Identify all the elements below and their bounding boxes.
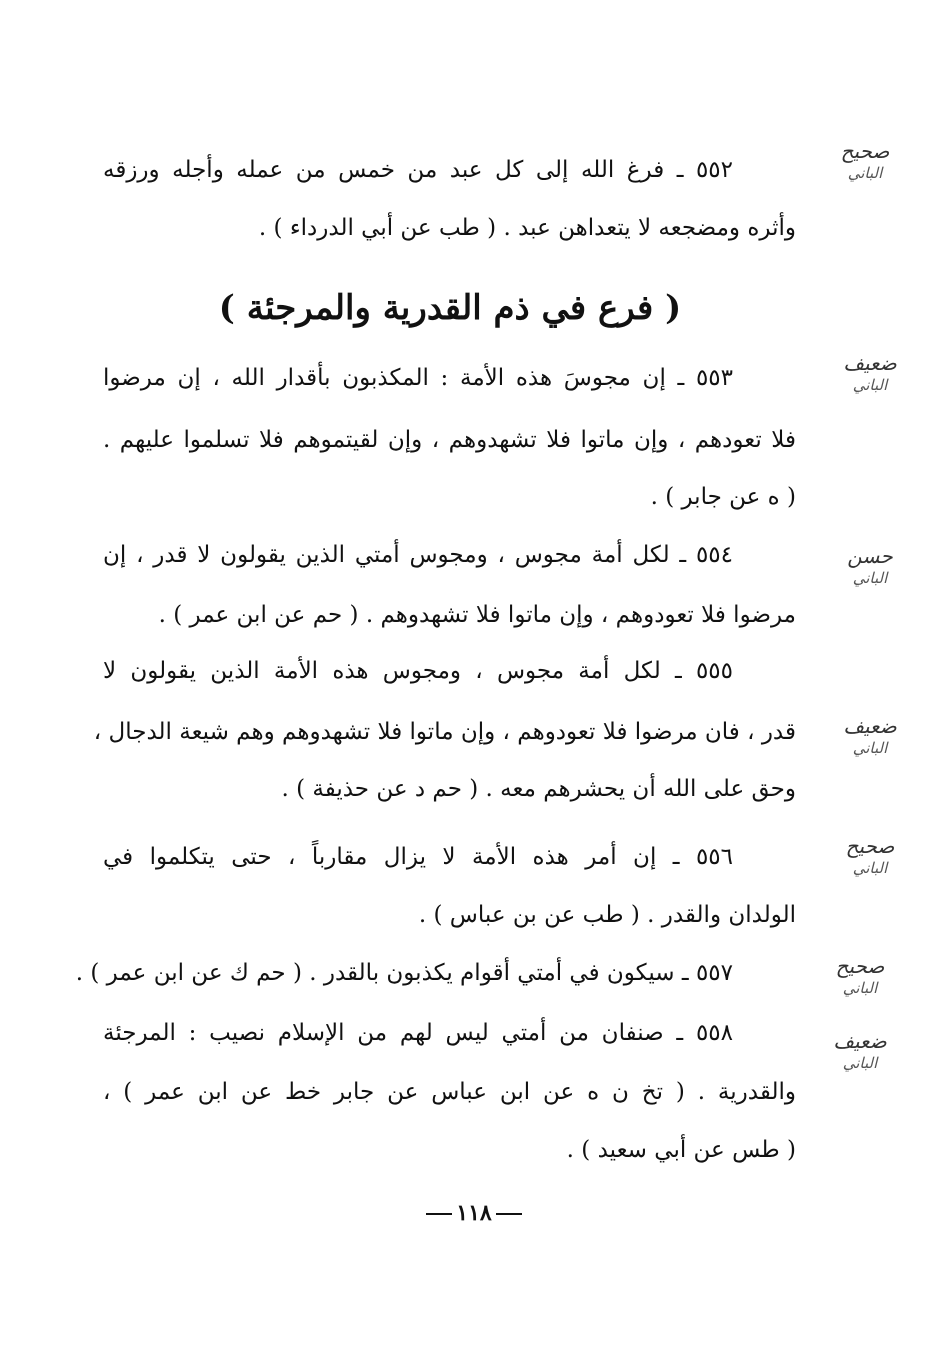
grade-label: صحيح [845,834,895,858]
grader-label: الباني [842,1054,878,1072]
hadith-557-line-1: ٥٥٧ ـ سيكون في أمتي أقوام يكذبون بالقدر . ( حم ك عن ابن عمر ) . [75,960,733,986]
margin-grade-554 [815,545,925,589]
hadith-554-line-1: ٥٥٤ ـ لكل أمة مجوس ، ومجوس أمتي الذين يقولون لا قدر ، إن [103,542,733,568]
grader-label: الباني [852,569,888,587]
margin-grade-553 [815,352,925,396]
grade-label: حسن [847,544,893,568]
page-number-value: ١١٨ [456,1200,492,1226]
hadith-552-line-2: وأثره ومضجعه لا يتعداهن عبد . ( طب عن أبي الدرداء ) . [258,215,796,241]
hadith-552-line-1: ٥٥٢ ـ فرغ الله إلى كل عبد من خمس من عمله وأجله ورزقه [103,157,733,183]
grader-label: الباني [842,979,878,997]
page-number-dash-right [426,1213,452,1215]
hadith-553-line-2: فلا تعودهم ، وإن ماتوا فلا تشهدوهم ، وإن لقيتموهم فلا تسلموا عليهم . [103,427,796,453]
grader-label: الباني [852,859,888,877]
hadith-554-line-2: مرضوا فلا تعودوهم ، وإن ماتوا فلا تشهدوهم . ( حم عن ابن عمر ) . [158,602,796,628]
hadith-553-line-1: ٥٥٣ ـ إن مجوسَ هذه الأمة : المكذبون بأقدار الله ، إن مرضوا [103,365,733,391]
page-number-dash-left [496,1213,522,1215]
margin-grade-552 [810,140,920,184]
margin-grade-558 [800,1030,920,1074]
hadith-556-line-1: ٥٥٦ ـ إن أمر هذه الأمة لا يزال مقارباً ، حتى يتكلموا في [103,844,733,870]
hadith-558-line-1: ٥٥٨ ـ صنفان من أمتي ليس لهم من الإسلام نصيب : المرجئة [103,1020,733,1046]
hadith-558-line-3: ( طس عن أبي سعيد ) . [566,1137,796,1163]
hadith-553-line-3: ( ه عن جابر ) . [650,484,796,510]
hadith-555-line-1: ٥٥٥ ـ لكل أمة مجوس ، ومجوس هذه الأمة الذين يقولون لا [103,658,733,684]
margin-grade-556 [815,835,925,879]
margin-grade-557 [800,955,920,999]
grader-label: الباني [847,164,883,182]
grade-label: صحيح [835,954,885,978]
section-heading: ( فرع في ذم القدرية والمرجئة ) [218,288,682,328]
hadith-558-line-2: والقدرية . ( تخ ن ه عن ابن عباس عن جابر خط عن ابن عمر ) ، [103,1079,796,1105]
grade-label: صحيح [840,139,890,163]
grade-label: ضعيف [833,1029,887,1053]
hadith-555-line-2: قدر ، فان مرضوا فلا تعودوهم ، وإن ماتوا فلا تشهدوهم وهم شيعة الدجال ، [93,719,796,745]
grade-label: ضعيف [843,351,897,375]
margin-grade-555 [815,715,925,759]
hadith-556-line-2: الولدان والقدر . ( طب عن بن عباس ) . [418,902,796,928]
grade-label: ضعيف [843,714,897,738]
grader-label: الباني [852,739,888,757]
page-number [0,1200,948,1226]
hadith-555-line-3: وحق على الله أن يحشرهم معه . ( حم د عن حذيفة ) . [281,776,796,802]
grader-label: الباني [852,376,888,394]
